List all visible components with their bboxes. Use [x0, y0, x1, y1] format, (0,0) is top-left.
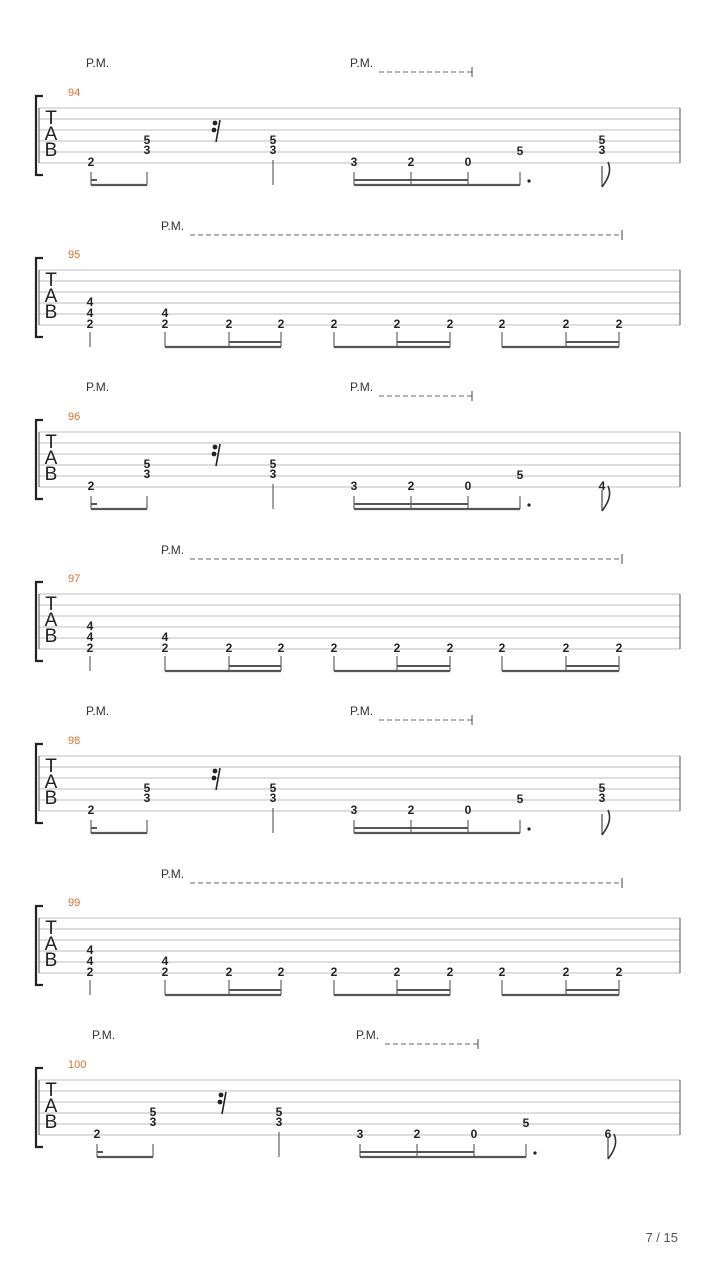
fret-number: 2 — [225, 317, 233, 331]
fret-number: 5 — [149, 1105, 157, 1119]
fret-number: 2 — [446, 317, 454, 331]
palm-mute-label: P.M. — [161, 867, 185, 881]
palm-mute-label: P.M. — [86, 704, 110, 718]
fret-number: 2 — [86, 641, 94, 655]
fret-number: 4 — [86, 306, 94, 320]
fret-number: 2 — [87, 155, 95, 169]
tab-clef-letter: B — [44, 626, 58, 647]
measure-number: 95 — [68, 249, 81, 261]
fret-number: 2 — [615, 965, 623, 979]
fret-number: 3 — [275, 1115, 283, 1129]
fret-number: 5 — [275, 1105, 283, 1119]
fret-number: 3 — [143, 467, 151, 481]
fret-number: 2 — [225, 965, 233, 979]
fret-number: 2 — [161, 317, 169, 331]
fret-number: 2 — [446, 965, 454, 979]
measure-number: 100 — [68, 1059, 87, 1071]
fret-number: 5 — [598, 781, 606, 795]
tab-clef-letter: T — [45, 108, 57, 129]
tab-clef-letter: T — [45, 756, 57, 777]
measure-number: 94 — [68, 87, 81, 99]
tab-clef-letter: B — [44, 140, 58, 161]
palm-mute-label: P.M. — [350, 704, 374, 718]
tab-system — [36, 704, 680, 835]
tab-clef-letter: A — [44, 286, 58, 307]
fret-number: 2 — [225, 641, 233, 655]
fret-number: 2 — [413, 1127, 421, 1141]
fret-number: 5 — [143, 781, 151, 795]
fret-number: 5 — [522, 1116, 530, 1130]
fret-number: 0 — [464, 155, 472, 169]
fret-number: 2 — [86, 317, 94, 331]
dot — [533, 1151, 536, 1154]
palm-mute-label: P.M. — [356, 1028, 380, 1042]
rest-flag-dot — [212, 452, 217, 457]
fret-number: 3 — [269, 143, 277, 157]
fret-number: 3 — [598, 143, 606, 157]
fret-number: 2 — [87, 479, 95, 493]
tab-clef-letter: T — [45, 432, 57, 453]
rest-flag-dot — [212, 776, 217, 781]
fret-number: 4 — [161, 954, 169, 968]
fret-number: 3 — [356, 1127, 364, 1141]
fret-number: 5 — [269, 457, 277, 471]
dot — [527, 179, 530, 182]
palm-mute-label: P.M. — [92, 1028, 116, 1042]
fret-number: 4 — [86, 943, 94, 957]
fret-number: 4 — [86, 630, 94, 644]
fret-number: 5 — [516, 144, 524, 158]
fret-number: 4 — [86, 295, 94, 309]
fret-number: 2 — [86, 965, 94, 979]
fret-number: 3 — [269, 791, 277, 805]
palm-mute-label: P.M. — [86, 380, 110, 394]
fret-number: 2 — [498, 965, 506, 979]
fret-number: 5 — [143, 133, 151, 147]
fret-number: 3 — [269, 467, 277, 481]
tab-system — [36, 56, 680, 187]
fret-number: 2 — [277, 317, 285, 331]
tab-system — [36, 867, 680, 995]
fret-number: 4 — [86, 954, 94, 968]
tab-clef-letter: A — [44, 1096, 58, 1117]
tab-clef-letter: A — [44, 772, 58, 793]
fret-number: 3 — [149, 1115, 157, 1129]
fret-number: 5 — [598, 133, 606, 147]
note-flag — [602, 810, 610, 835]
tab-system — [36, 380, 680, 511]
tab-clef-letter: A — [44, 124, 58, 145]
rest-flag-dot — [213, 445, 218, 450]
fret-number: 4 — [598, 479, 606, 493]
fret-number: 0 — [464, 479, 472, 493]
fret-number: 2 — [446, 641, 454, 655]
fret-number: 2 — [87, 803, 95, 817]
fret-number: 2 — [277, 965, 285, 979]
tab-system — [36, 219, 680, 347]
tab-clef-letter: B — [44, 464, 58, 485]
fret-number: 2 — [393, 965, 401, 979]
fret-number: 2 — [161, 641, 169, 655]
tab-clef-letter: T — [45, 594, 57, 615]
fret-number: 2 — [330, 965, 338, 979]
rest-flag-dot — [213, 121, 218, 126]
rest-flag-dot — [212, 128, 217, 133]
fret-number: 3 — [143, 143, 151, 157]
fret-number: 2 — [407, 479, 415, 493]
fret-number: 2 — [562, 317, 570, 331]
fret-number: 2 — [393, 641, 401, 655]
measure-number: 97 — [68, 573, 81, 585]
palm-mute-label: P.M. — [161, 219, 185, 233]
fret-number: 3 — [598, 791, 606, 805]
rest-flag-dot — [219, 1093, 224, 1098]
measure-number: 99 — [68, 897, 81, 909]
tab-clef-letter: B — [44, 950, 58, 971]
fret-number: 3 — [350, 803, 358, 817]
fret-number: 2 — [498, 317, 506, 331]
fret-number: 4 — [161, 306, 169, 320]
fret-number: 2 — [615, 317, 623, 331]
tab-clef-letter: A — [44, 934, 58, 955]
fret-number: 2 — [407, 155, 415, 169]
tab-clef-letter: T — [45, 270, 57, 291]
fret-number: 2 — [498, 641, 506, 655]
measure-number: 96 — [68, 411, 81, 423]
fret-number: 5 — [269, 133, 277, 147]
fret-number: 2 — [562, 641, 570, 655]
fret-number: 5 — [516, 468, 524, 482]
fret-number: 5 — [516, 792, 524, 806]
fret-number: 3 — [350, 479, 358, 493]
fret-number: 0 — [470, 1127, 478, 1141]
fret-number: 3 — [350, 155, 358, 169]
fret-number: 2 — [330, 641, 338, 655]
palm-mute-label: P.M. — [86, 56, 110, 70]
fret-number: 6 — [604, 1127, 612, 1141]
tab-clef-letter: B — [44, 788, 58, 809]
dot — [527, 503, 530, 506]
fret-number: 5 — [143, 457, 151, 471]
fret-number: 4 — [86, 619, 94, 633]
tab-system — [36, 1028, 680, 1159]
palm-mute-label: P.M. — [350, 56, 374, 70]
palm-mute-label: P.M. — [350, 380, 374, 394]
dot — [527, 827, 530, 830]
tab-clef-letter: B — [44, 302, 58, 323]
fret-number: 2 — [161, 965, 169, 979]
page-number: 7 / 15 — [645, 1230, 678, 1245]
tab-clef-letter: A — [44, 610, 58, 631]
fret-number: 2 — [277, 641, 285, 655]
tab-system — [36, 543, 680, 671]
fret-number: 2 — [330, 317, 338, 331]
palm-mute-label: P.M. — [161, 543, 185, 557]
fret-number: 2 — [393, 317, 401, 331]
tab-clef-letter: B — [44, 1112, 58, 1133]
rest-flag-dot — [218, 1100, 223, 1105]
fret-number: 2 — [407, 803, 415, 817]
tab-clef-letter: A — [44, 448, 58, 469]
tab-clef-letter: T — [45, 918, 57, 939]
fret-number: 3 — [143, 791, 151, 805]
fret-number: 0 — [464, 803, 472, 817]
note-flag — [602, 162, 610, 187]
tab-clef-letter: T — [45, 1080, 57, 1101]
fret-number: 2 — [93, 1127, 101, 1141]
fret-number: 2 — [615, 641, 623, 655]
fret-number: 5 — [269, 781, 277, 795]
rest-flag-dot — [213, 769, 218, 774]
fret-number: 4 — [161, 630, 169, 644]
fret-number: 2 — [562, 965, 570, 979]
measure-number: 98 — [68, 735, 81, 747]
